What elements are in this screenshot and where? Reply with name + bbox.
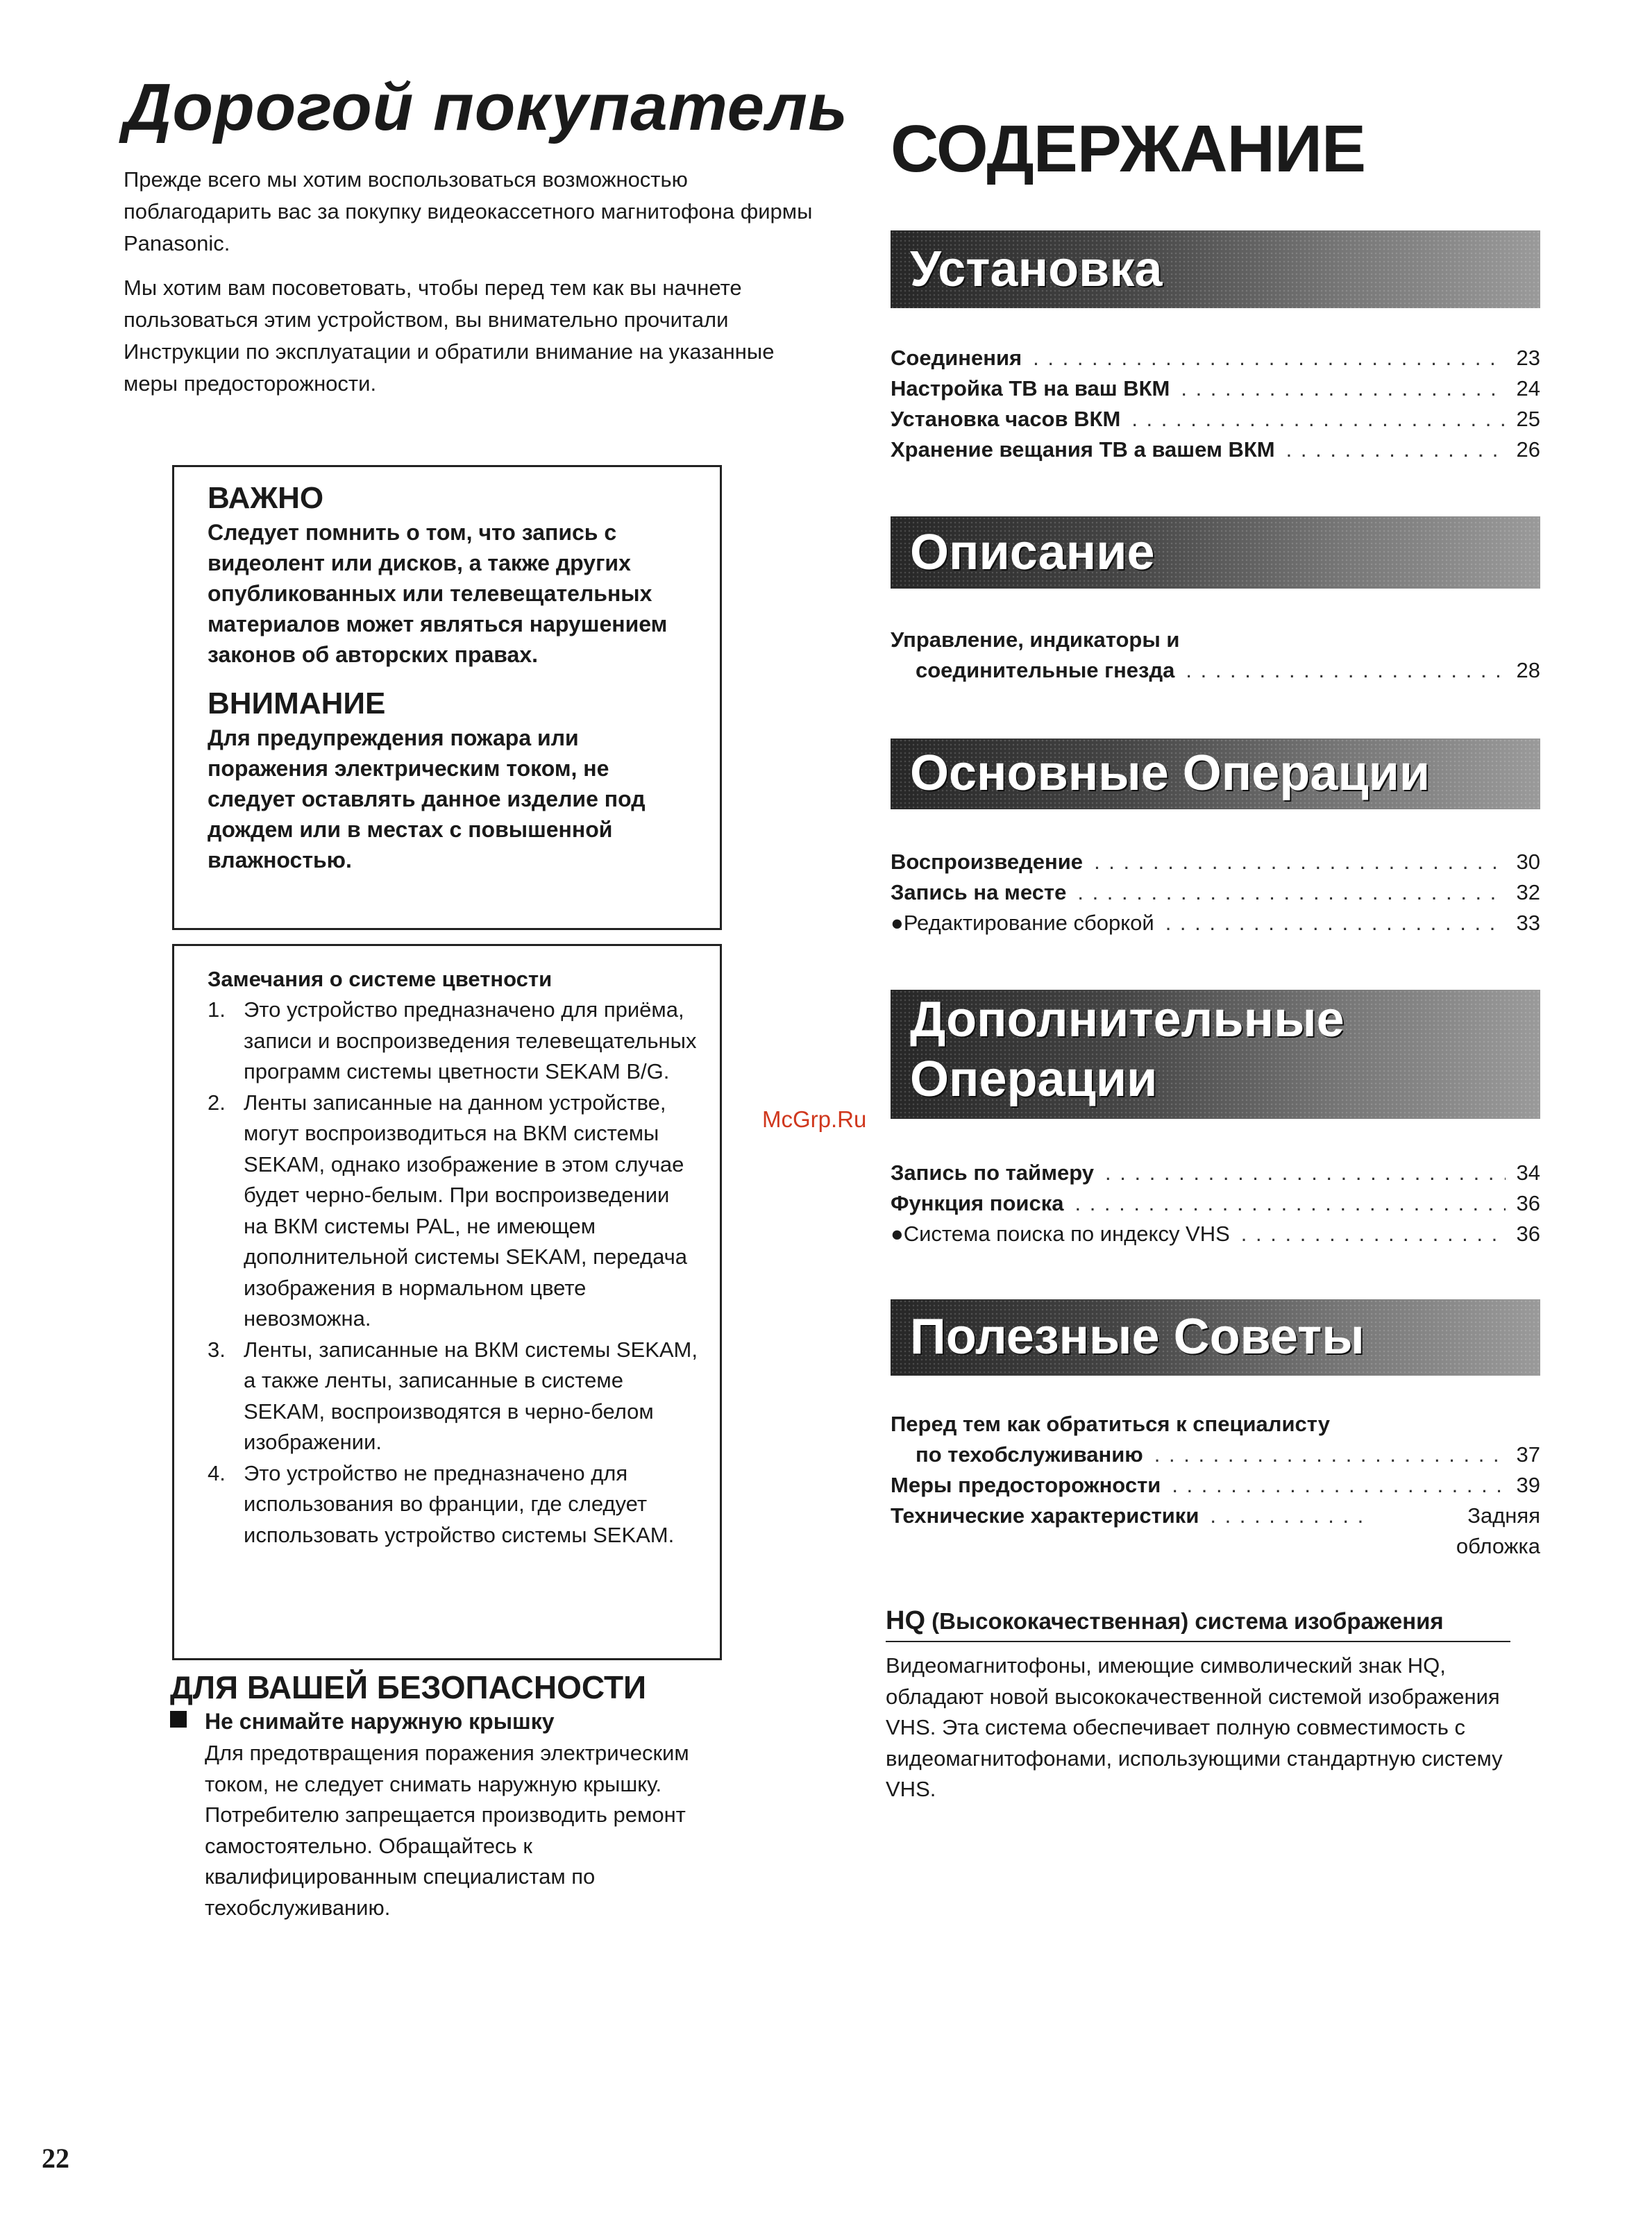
toc-entry[interactable]: Технические характеристики . . . Задняя — [891, 1501, 1540, 1531]
watermark: McGrp.Ru — [762, 1106, 867, 1132]
toc-basic-operations — [891, 847, 1540, 938]
color-notes-heading: Замечания о системе цветности — [208, 967, 553, 991]
contents-title: СОДЕРЖАНИЕ — [891, 112, 1365, 186]
color-notes-list — [208, 995, 699, 1551]
toc-entry[interactable]: по техобслуживанию . . . 37 — [891, 1440, 1540, 1470]
hq-title — [886, 1606, 1444, 1636]
toc-useful-tips — [891, 1409, 1540, 1562]
toc-entry[interactable]: Установка часов ВКМ . . . 25 — [891, 404, 1540, 434]
toc-entry[interactable]: соединительные гнезда . . . 28 — [891, 655, 1540, 686]
section-band-installation: Установка — [891, 230, 1540, 308]
important-heading: ВАЖНО — [208, 481, 324, 515]
toc-entry: обложка — [1456, 1534, 1540, 1558]
section-band-useful-tips: Полезные Советы — [891, 1299, 1540, 1376]
list-item: 3. Ленты, записанные на ВКМ системы SEKAM, а также ленты, записанные в системе SEKAM, воспроизводятся в черно-белом изображении. — [208, 1337, 698, 1454]
list-item: 4. Это устройство не предназначено для использования во франции, где следует использовать устройство системы SEKAM. — [208, 1460, 675, 1547]
toc-entry[interactable]: Перед тем как обратиться к специалисту — [891, 1412, 1330, 1436]
section-band-additional-operations: Дополнительные Операции — [891, 990, 1540, 1119]
hq-text: Видеомагнитофоны, имеющие символический знак HQ, обладают новой высококачественной системой изображения VHS. Эта система обеспечивает полную совместимость с видеомагнитофонами, использующими стандартную систему VHS. — [886, 1653, 1503, 1801]
warning-heading: ВНИМАНИЕ — [208, 686, 386, 720]
toc-installation — [891, 343, 1540, 465]
toc-entry[interactable]: Соединения . . . 23 — [891, 343, 1540, 373]
section-band-description: Описание — [891, 516, 1540, 589]
toc-entry[interactable]: Управление, индикаторы и — [891, 627, 1180, 652]
color-system-notes-box — [172, 944, 722, 1660]
important-notice-box — [172, 465, 722, 930]
section-band-basic-operations: Основные Операции — [891, 739, 1540, 809]
toc-additional-operations — [891, 1158, 1540, 1249]
toc-entry[interactable]: ●Редактирование сборкой . . . 33 — [891, 908, 1540, 938]
important-text: Следует помнить о том, что запись с видеолент или дисков, а также других опубликованных или телевещательных материалов может являться нарушением законов об авторских правах. — [208, 520, 668, 667]
hq-mark: HQ — [886, 1606, 925, 1635]
toc-entry[interactable]: Настройка ТВ на ваш ВКМ . . . 24 — [891, 373, 1540, 404]
page-number: 22 — [42, 2143, 69, 2174]
square-bullet-icon — [170, 1711, 187, 1728]
hq-title-text: (Высококачественная) система изображения — [932, 1608, 1444, 1634]
greeting-paragraph-2: Мы хотим вам посоветовать, чтобы перед тем как вы начнете пользоваться этим устройством, вы внимательно прочитали Инструкции по эксплуатации и обратили внимание на указанные меры предосторожности. — [124, 276, 775, 396]
list-item: 2. Ленты записанные на данном устройстве, могут воспроизводиться на ВКМ системы SEKAM, однако изображение в этом случае будет черно-белым. При воспроизведении на ВКМ системы PAL, не имеющем дополнительной системы SEKAM, передача изображения в нормальном цвете невозможна. — [208, 1090, 688, 1331]
toc-entry[interactable]: Запись по таймеру . . . 34 — [891, 1158, 1540, 1188]
toc-entry[interactable]: Хранение вещания ТВ а вашем ВКМ . . . 26 — [891, 434, 1540, 465]
greeting-title: Дорогой покупатель — [124, 70, 848, 144]
toc-entry[interactable]: Функция поиска . . . 36 — [891, 1188, 1540, 1219]
safety-text: Для предотвращения поражения электрическим током, не следует снимать наружную крышку. Потребителю запрещается производить ремонт самостоятельно. Обращайтесь к квалифицированным специалистам по техобслуживанию. — [205, 1741, 689, 1920]
greeting-paragraph-1: Прежде всего мы хотим воспользоваться возможностью поблагодарить вас за покупку видеокассетного магнитофона фирмы Panasonic. — [124, 167, 813, 255]
safety-title: ДЛЯ ВАШЕЙ БЕЗОПАСНОСТИ — [170, 1669, 647, 1705]
hq-divider — [886, 1641, 1510, 1642]
safety-subtitle: Не снимайте наружную крышку — [170, 1709, 555, 1735]
toc-entry[interactable]: ●Система поиска по индексу VHS . . . 36 — [891, 1219, 1540, 1249]
toc-entry[interactable]: Запись на месте . . . 32 — [891, 877, 1540, 908]
toc-description — [891, 625, 1540, 686]
toc-entry[interactable]: Меры предосторожности . . . 39 — [891, 1470, 1540, 1501]
toc-entry[interactable]: Воспроизведение . . . 30 — [891, 847, 1540, 877]
warning-text: Для предупреждения пожара или поражения электрическим током, не следует оставлять данное изделие под дождем или в местах с повышенной влажностью. — [208, 725, 646, 872]
list-item: 1. Это устройство предназначено для приёма, записи и воспроизведения телевещательных программ системы цветности SEKAM B/G. — [208, 997, 697, 1083]
